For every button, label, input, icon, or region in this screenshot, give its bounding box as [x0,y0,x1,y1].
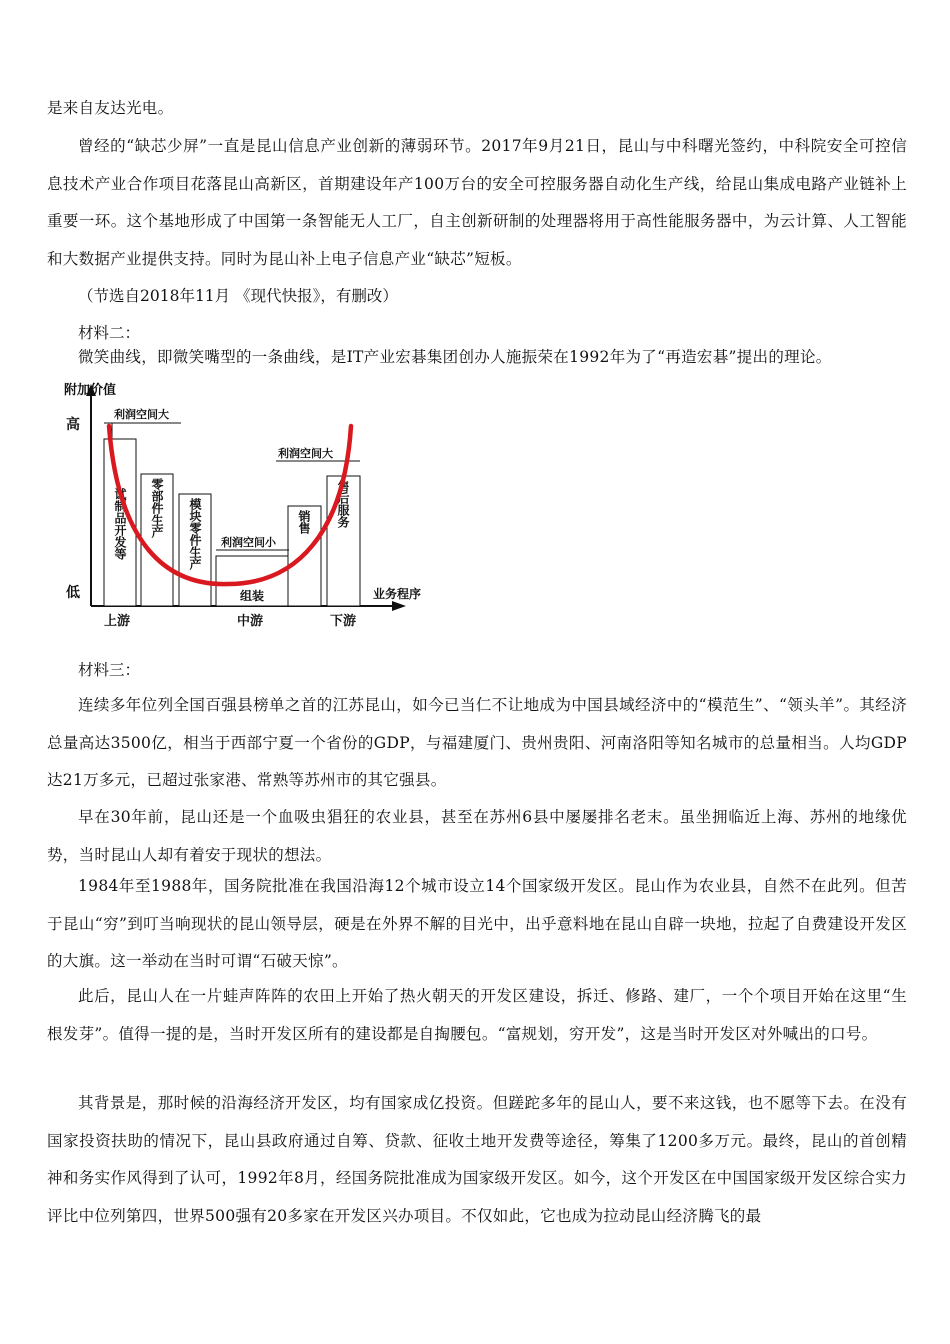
x-label-downstream: 下游 [330,614,357,629]
material-three-label: 材料三： [78,661,141,679]
material-two-text: 微笑曲线，即微笑嘴型的一条曲线，是IT产业宏碁集团创办人施振荣在1992年为了“再造宏碁”提出的理论。 [78,348,832,366]
material-three-paragraph-2: 早在30年前，昆山还是一个血吸虫猖狂的农业县，甚至在苏州6县中屡屡排名老末。虽坐拥临近上海、苏州的地缘优势，当时昆山人却有着安于现状的想法。 [47,808,907,864]
x-label-midstream: 中游 [237,614,264,629]
label-prototype-development: 试制品开发等 [113,488,127,560]
label-after-sales-service: 售后服务 [336,480,350,528]
smile-curve-diagram [56,374,436,632]
x-label-upstream: 上游 [104,614,131,629]
material-three-paragraph-1: 连续多年位列全国百强县榜单之首的江苏昆山，如今已当仁不让地成为中国县域经济中的“模范生”、“领头羊”。其经济总量高达3500亿，相当于西部宁夏一个省份的GDP，与福建厦门、贵州贵阳、河南洛阳等知名城市的总量相当。人均GDP达21万多元，已超过张家港、常熟等苏州市的其它强县。 [47,696,907,789]
callout-middle: 利润空间小 [221,536,276,549]
x-axis-title: 业务程序 [373,587,422,601]
material-three-paragraph-3: 1984年至1988年，国务院批准在我国沿海12个城市设立14个国家级开发区。昆山作为农业县，自然不在此列。但苦于昆山“穷”到叮当响现状的昆山领导层，硬是在外界不解的目光中，出乎意料地在昆山自辟一块地，拉起了自费建设开发区的大旗。这一举动在当时可谓“石破天惊”。 [47,877,907,970]
source-citation: （节选自2018年11月 《现代快报》，有删改） [78,287,398,305]
paragraph-kunshan-chip: 曾经的“缺芯少屏”一直是昆山信息产业创新的薄弱环节。2017年9月21日，昆山与中科曙光签约，中科院安全可控信息技术产业合作项目花落昆山高新区，首期建设年产100万台的安全可控服务器自动化生产线，给昆山集成电路产业链补上重要一环。这个基地形成了中国第一条智能无人工厂，自主创新研制的处理器将用于高性能服务器中，为云计算、人工智能和大数据产业提供支持。同时为昆山补上电子信息产业“缺芯”短板。 [47,137,907,268]
label-sales: 销售 [297,510,311,534]
label-assembly: 组装 [239,589,265,603]
label-module-parts-production: 模块零件生产 [188,498,202,570]
paragraph-tail: 是来自友达光电。 [47,99,174,117]
callout-left: 利润空间大 [114,408,169,421]
material-two-label: 材料二： [78,324,141,342]
x-axis-arrow-icon [392,601,406,611]
y-label-high: 高 [66,417,80,433]
material-three-paragraph-4: 此后，昆山人在一片蛙声阵阵的农田上开始了热火朝天的开发区建设，拆迁、修路、建厂，一个个项目开始在这里“生根发芽”。值得一提的是，当时开发区所有的建设都是自掏腰包。“富规划，穷开发”，这是当时开发区对外喊出的口号。 [47,987,907,1043]
y-label-low: 低 [66,585,80,601]
y-axis-title: 附加价值 [64,383,117,398]
material-three-paragraph-5: 其背景是，那时候的沿海经济开发区，均有国家成亿投资。但蹉跎多年的昆山人，要不来这钱，也不愿等下去。在没有国家投资扶助的情况下，昆山县政府通过自筹、贷款、征收土地开发费等途径，筹集了1200多万元。最终，昆山的首创精神和务实作风得到了认可，1992年8月，经国务院批准成为国家级开发区。如今，这个开发区在中国国家级开发区综合实力评比中位列第四，世界500强有20多家在开发区兴办项目。不仅如此，它也成为拉动昆山经济腾飞的最 [47,1094,907,1225]
label-parts-production: 零部件生产 [150,478,164,538]
callout-right: 利润空间大 [278,447,333,460]
